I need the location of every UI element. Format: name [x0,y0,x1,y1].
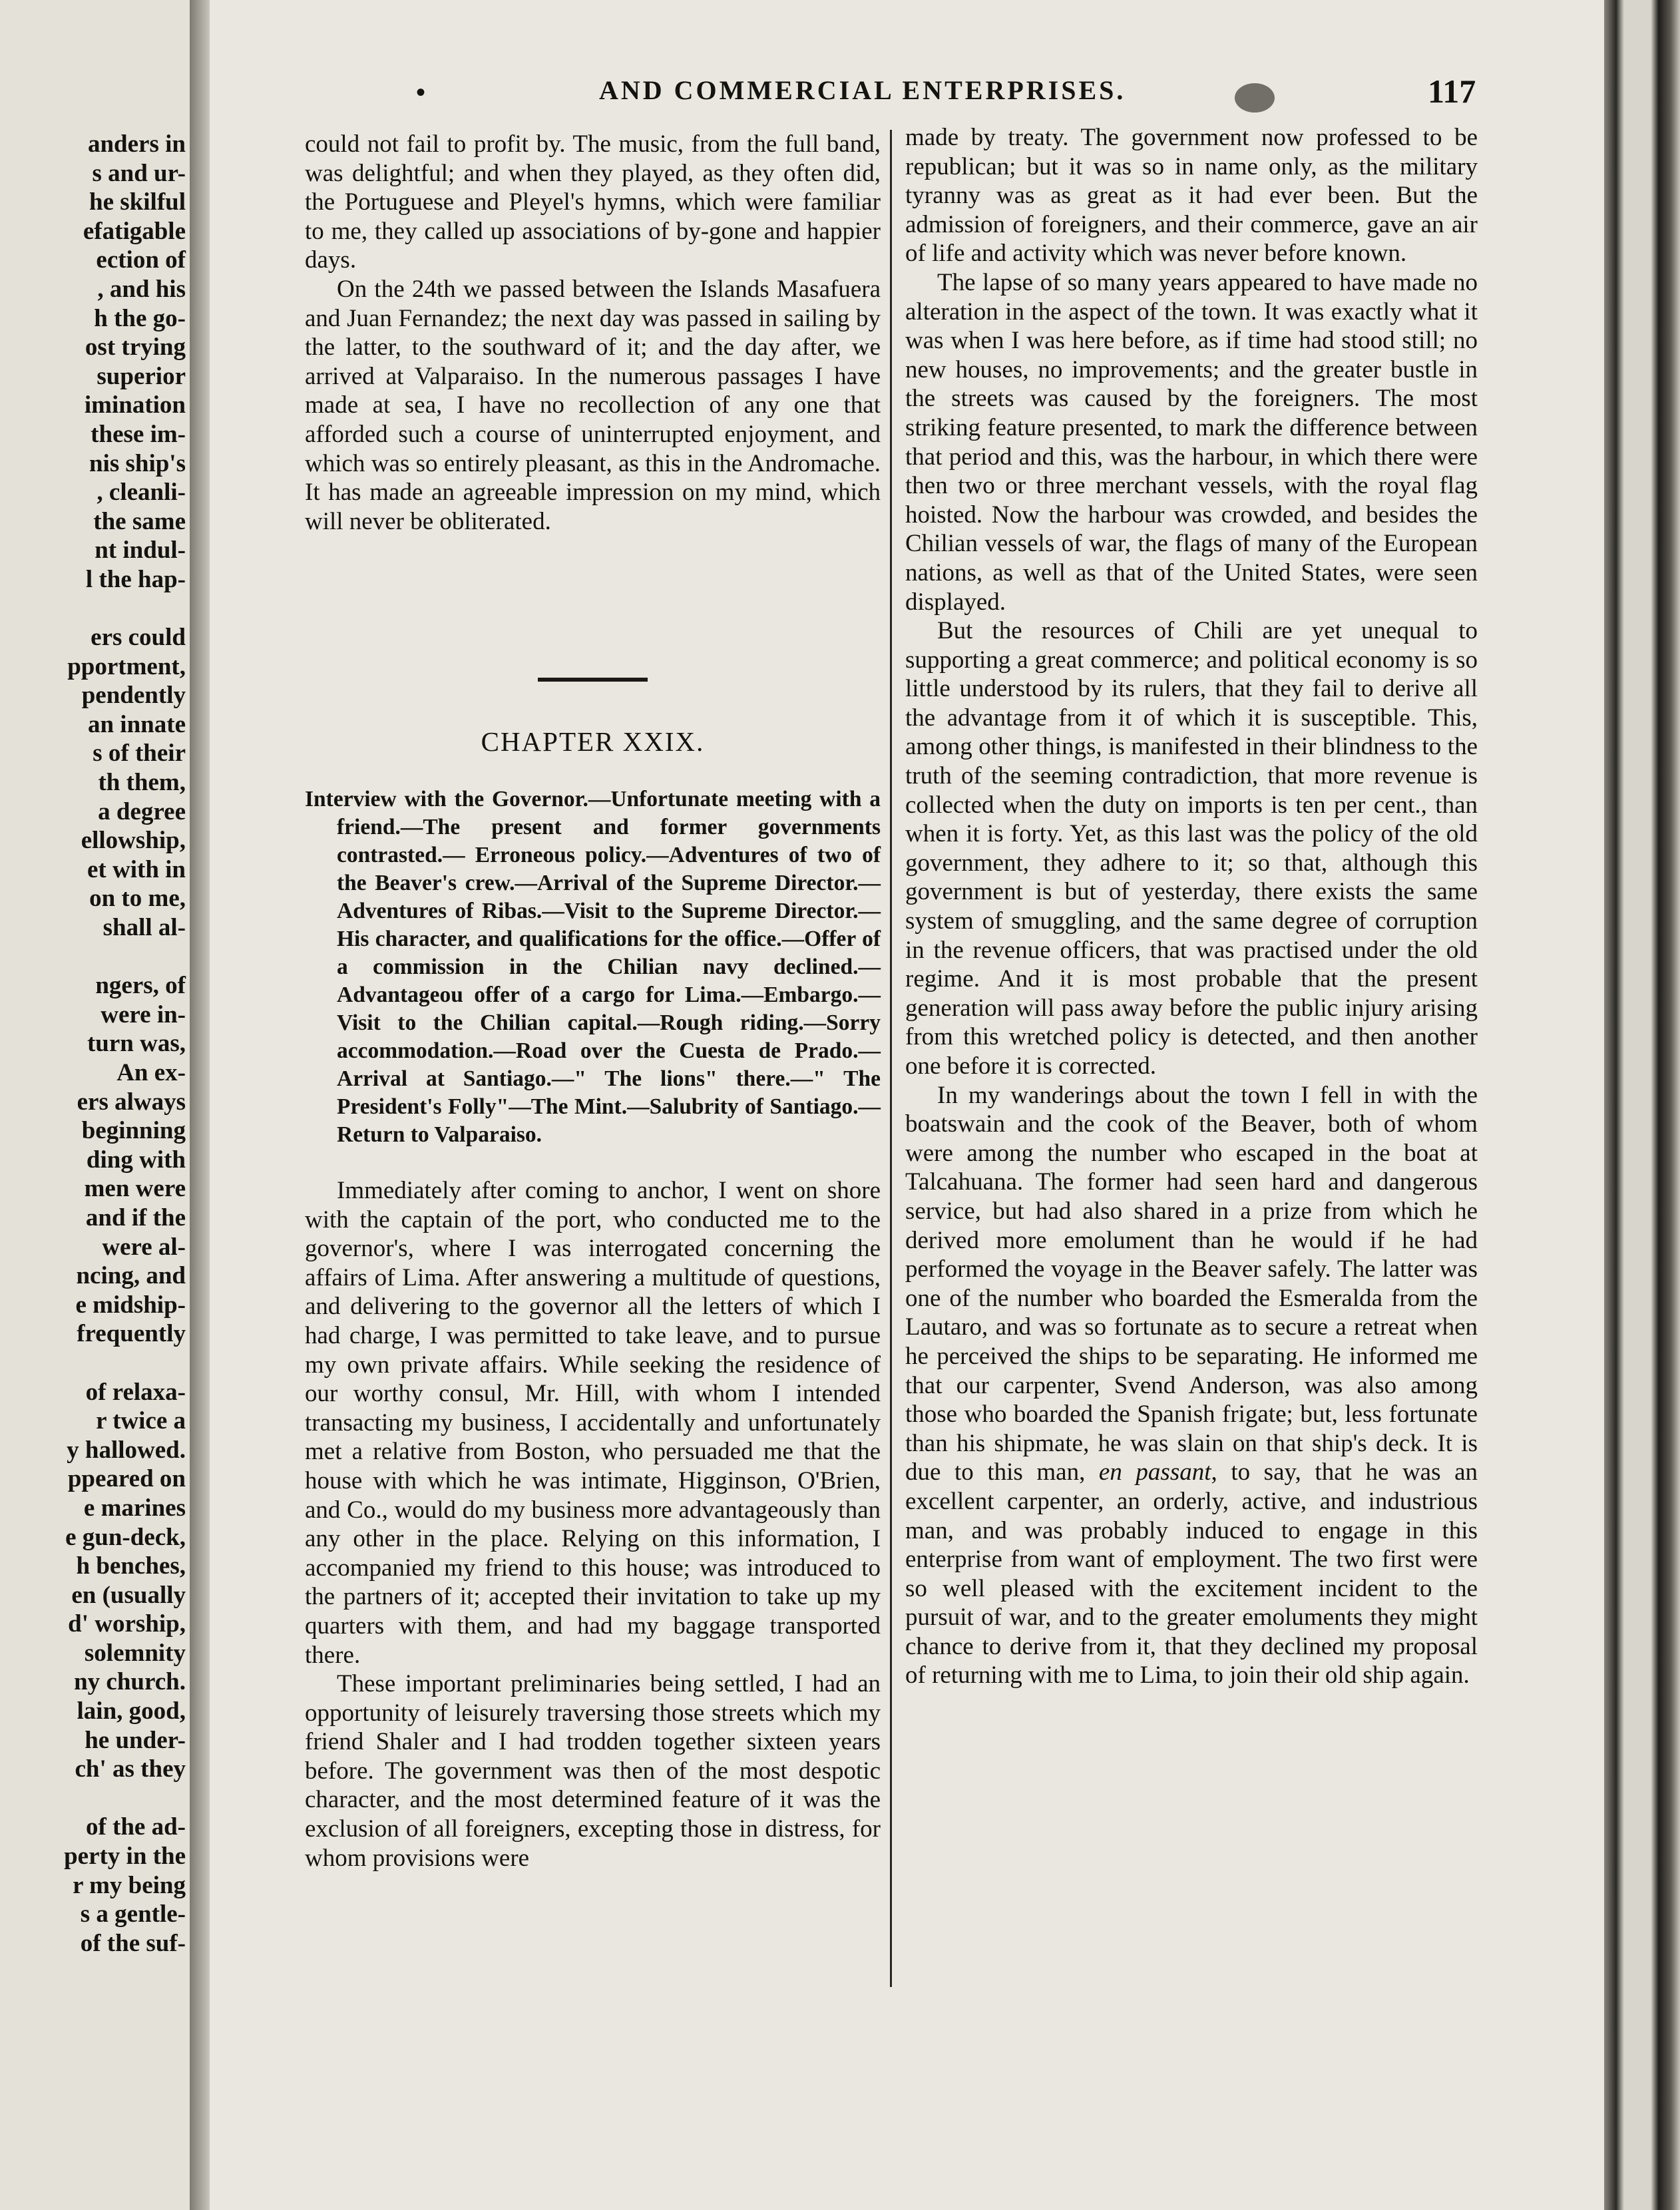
previous-page-line: ch' as they [75,1755,186,1783]
previous-page-line: ding with [86,1146,186,1174]
right-column [905,123,1478,1690]
previous-page-line: ost trying [85,333,186,361]
paragraph: On the 24th we passed between the Islands Masafuera and Juan Fernandez; the next day was passed in sailing by the latter, to the southward of it; and the day after, we arrived at Valparaiso. In the numerous passages I have made at sea, I have no recollection of any one that afforded such a course of uninterrupted enjoyment, and which was so entirely pleasant, as this in the Andromache. It has made an agreeable impression on my mind, which will never be obliterated. [305,275,881,535]
previous-page-line: ngers, of [95,972,186,1000]
paragraph-text: In my wanderings about the town I fell in with the boatswain and the cook of the Beaver, both of whom were among the number who escaped in the boat at Talcahuana. The former had seen hard and dangerous service, but had also shared in a prize from which he derived more emolument than he would if he had performed the voyage in the Beaver safely. The latter was one of the number who boarded the Esmeralda from the Lautaro, and was so fortunate as to secure a retreat when he perceived the ships to be separating. He informed me that our carpenter, Svend Anderson, was also among those who boarded the Spanish frigate; but, less fortunate than his shipmate, he was slain on that ship's deck. It is due to this man, [905,1081,1478,1486]
previous-page-line: , cleanli- [97,479,186,507]
previous-page-text [0,130,186,1958]
previous-page-line: a degree [98,797,186,825]
previous-page-line: imination [84,391,186,419]
previous-page-line: h benches, [76,1552,186,1580]
chapter-summary-text: Interview with the Governor.—Unfortunate meeting with a friend.—The present and former governments contrasted.— Erroneous policy.—Adventures of two of the Beaver's crew.—Arrival of the Supreme Director.—Adventures of Ribas.—Visit to the Supreme Director.—His character, and qualifications for the office.—Offer of a commission in the Chilian navy declined.—Advantageou offer of a cargo for Lima.—Embargo.—Visit to the Chilian capital.—Rough riding.—Sorry accommodation.—Road over the Cuesta de Prado.—Arrival at Santiago.—" The lions" there.—" The President's Folly"—The Mint.—Salubrity of Santiago.—Return to Valparaiso. [305,787,881,1147]
paragraph: could not fail to profit by. The music, from the full band, was delightful; and when they played, as they often did, the Portuguese and Pleyel's hymns, which were familiar to me, they called up associations of by-gone and happier days. [305,130,881,274]
chapter-divider-rule [538,678,648,682]
previous-page-line: of the ad- [85,1813,186,1841]
ink-blot [1235,83,1275,112]
previous-page-line [0,594,186,624]
previous-page-line: , and his [97,275,186,303]
page-edge [1604,0,1680,2210]
previous-page-line: s of their [93,740,186,768]
paragraph: Immediately after coming to anchor, I went on shore with the captain of the port, who conducted me to the governor's, where I was interrogated concerning the affairs of Lima. After answering a multitude of questions, and delivering to the governor all the letters of which I had charge, I was permitted to take leave, and to pursue my own private affairs. While seeking the residence of our worthy consul, Mr. Hill, with whom I intended transacting my business, I accidentally and unfortunately met a relative from Boston, who persuaded me that the house with which he was intimate, Higginson, O'Brien, and Co., would do my business more advantageously than any other in the place. Relying on this information, I accompanied my friend to this house; was introduced to the partners of it; accepted their invitation to take up my quarters with them, and had my baggage transported there. [305,1177,881,1669]
chapter-heading: CHAPTER XXIX. [481,726,705,757]
previous-page-line [0,1784,186,1813]
previous-page-line: and if the [85,1204,186,1231]
previous-page-line: were in- [101,1000,186,1028]
previous-page-line: nt indul- [95,537,186,564]
previous-page-line: ny church. [74,1668,186,1696]
paragraph: These important preliminaries being settled, I had an opportunity of leisurely traversing those streets which my friend Shaler and I had trodden together sixteen years before. The government was then of the most despotic character, and the most determined feature of it was the exclusion of all foreigners, excepting those in distress, for whom provisions were [305,1670,881,1872]
previous-page-line: beginning [81,1117,186,1145]
previous-page-line: were al- [102,1233,186,1261]
previous-page-line: shall al- [103,914,186,942]
paragraph: made by treaty. The government now professed to be republican; but it was so in name only, as the military tyranny was as great as it had ever been. But the admission of foreigners, and their commerce, gave an air of life and activity which was never before known. [905,124,1478,268]
left-column-top [305,130,881,536]
paragraph [905,1081,1478,1690]
previous-page-line: h the go- [94,304,186,332]
chapter-summary [305,785,881,1149]
previous-page-line: turn was, [87,1030,186,1058]
previous-page-line: solemnity [84,1639,186,1667]
previous-page-line: anders in [87,130,186,158]
previous-page-line: s and ur- [92,159,186,187]
left-column-bottom [305,1176,881,1873]
previous-page-line: ection of [96,246,186,274]
previous-page-line [0,1349,186,1378]
previous-page-line: ppeared on [67,1465,186,1493]
previous-page-line: ers always [77,1088,186,1116]
running-head: AND COMMERCIAL ENTERPRISES. [599,75,1126,105]
previous-page-line: y hallowed. [67,1436,186,1464]
previous-page-line: of the suf- [80,1929,186,1957]
previous-page-line: efatigable [83,217,186,245]
previous-page-line: these im- [91,420,186,448]
previous-page-line: pendently [81,682,186,710]
book-gutter [190,0,210,2210]
previous-page-line: e marines [83,1494,186,1522]
previous-page-line: pportment, [67,652,186,680]
previous-page-line: th them, [98,769,186,797]
previous-page-line: perty in the [64,1843,186,1871]
previous-page-line: an innate [87,710,186,738]
previous-page-line: frequently [77,1320,186,1348]
paragraph: The lapse of so many years appeared to have made no alteration in the aspect of the town. It was exactly what it was when I was here before, as if time had stood still; no new houses, no improvements; and the greater bustle in the streets was caused by the foreigners. The most striking feature presented, to mark the difference between that period and this, was the harbour, in which there were then two or three merchant vessels, with the royal flag hoisted. Now the harbour was crowded, and besides the Chilian vessels of war, the flags of many of the European nations, as well as that of the United States, were seen displayed. [905,268,1478,616]
italic-phrase: en passant [1098,1458,1211,1486]
previous-page-line: d' worship, [68,1610,186,1638]
previous-page-line: lain, good, [77,1697,186,1725]
previous-page-line: e gun-deck, [65,1523,186,1551]
previous-page-line: ers could [91,624,186,652]
previous-page-line: l the hap- [85,565,186,593]
previous-page-line: ncing, and [76,1262,186,1290]
previous-page-line: on to me, [89,885,186,913]
previous-page-line: of relaxa- [85,1378,186,1406]
previous-page-line: nis ship's [89,449,186,477]
previous-page-line: r my being [73,1871,186,1899]
previous-page-line: he skilful [89,188,186,216]
previous-page-line: the same [93,507,186,535]
previous-page-line: he under- [85,1726,186,1754]
previous-page-line: et with in [87,855,186,883]
previous-page-sliver [0,0,190,2210]
previous-page-line: ellowship, [81,827,186,855]
previous-page-line [0,943,186,972]
header-dot: • [416,77,426,107]
column-rule [890,130,892,1987]
previous-page-line: superior [97,362,186,390]
page-number: 117 [1428,73,1476,110]
previous-page-line: An ex- [116,1059,186,1086]
paragraph-text: , to say, that he was an excellent carpenter, an orderly, active, and industrious man, and was probably induced to engage in this enterprise from want of employment. The two first were so well pleased with the excitement incident to the pursuit of war, and to the greater emoluments they might chance to derive from it, that they declined my proposal of returning with me to Lima, to join their old ship again. [905,1458,1478,1689]
paragraph: But the resources of Chili are yet unequal to supporting a great commerce; and political economy is so little understood by its rulers, that they fail to derive all the advantage from it of which it is susceptible. This, among other things, is manifested in their blindness to the truth of the seeming contradiction, that more revenue is collected when the duty on imports is ten per cent., than when it is forty. Yet, as this last was the policy of the old government, they adhere to it; so that, although this government is but of yesterday, there exists the same system of smuggling, and the same degree of corruption in the revenue officers, that was practised under the old regime. And it is most probable that the present generation will pass away before the public injury arising from this wretched policy is detected, and then another one before it is corrected. [905,617,1478,1080]
previous-page-line: e midship- [75,1291,186,1319]
previous-page-line: en (usually [71,1581,186,1609]
previous-page-line: men were [84,1175,186,1203]
previous-page-line: s a gentle- [80,1900,186,1928]
previous-page-line: r twice a [96,1407,186,1435]
